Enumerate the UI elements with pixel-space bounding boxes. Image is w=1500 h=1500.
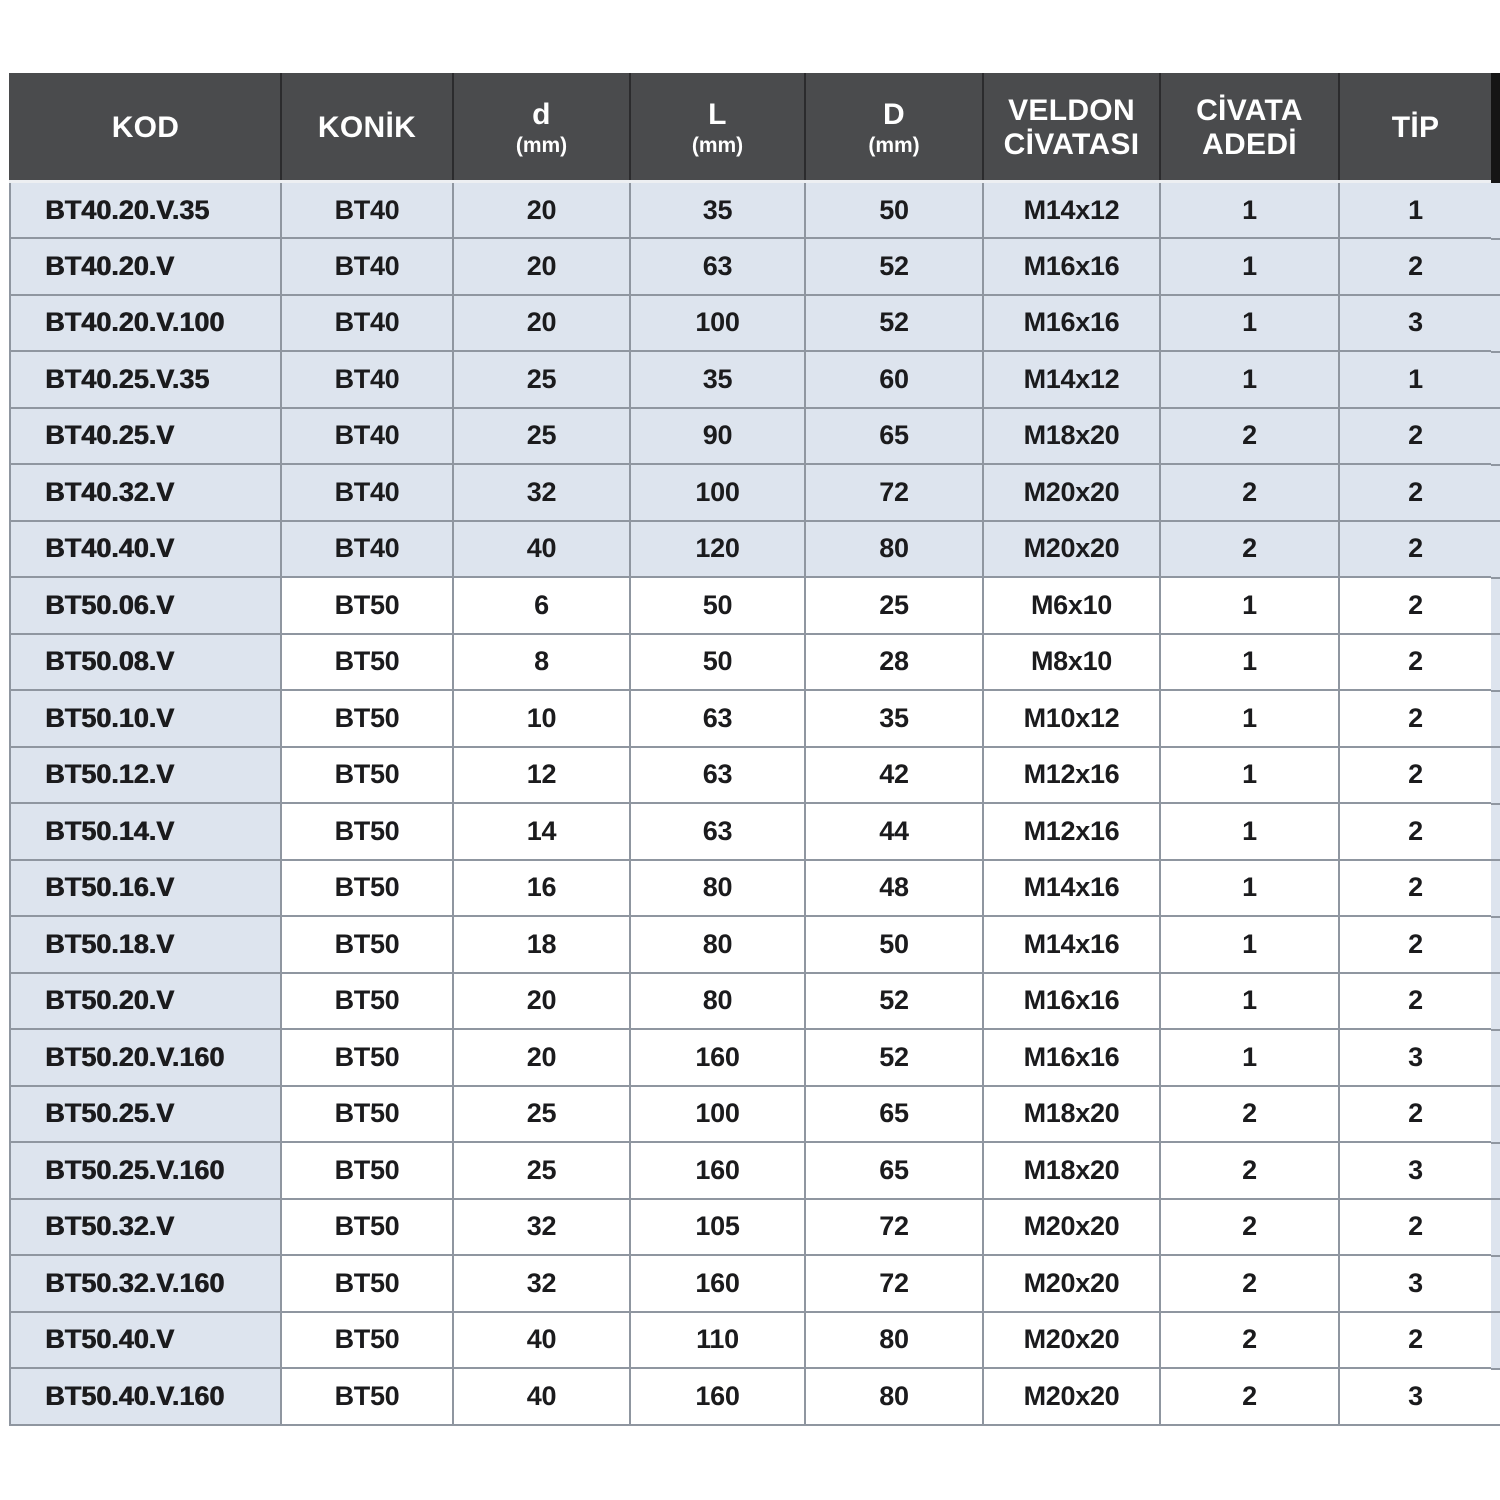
cell-veldon: M16x16 xyxy=(983,973,1160,1030)
cell-tip: 2 xyxy=(1339,521,1492,578)
cell-D: 65 xyxy=(805,1142,983,1199)
cell-tip: 2 xyxy=(1339,1199,1492,1256)
cell-konik: BT50 xyxy=(281,860,453,917)
cell-adet: 1 xyxy=(1160,860,1339,917)
cell-adet: 1 xyxy=(1160,973,1339,1030)
cell-d: 10 xyxy=(453,690,630,747)
cell-L: 120 xyxy=(630,521,805,578)
column-label: D xyxy=(883,97,905,131)
spec-table xyxy=(9,73,1493,1426)
cell-adet: 1 xyxy=(1160,747,1339,804)
cell-d: 40 xyxy=(453,1368,630,1425)
cell-d: 25 xyxy=(453,351,630,408)
cutoff-row xyxy=(1491,240,1500,297)
column-unit: (mm) xyxy=(515,133,568,157)
header-edge-bar xyxy=(1491,73,1500,183)
cell-adet: 2 xyxy=(1160,1086,1339,1143)
cell-L: 160 xyxy=(630,1029,805,1086)
cell-d: 25 xyxy=(453,408,630,465)
cell-adet: 1 xyxy=(1160,690,1339,747)
cell-veldon: M16x16 xyxy=(983,1029,1160,1086)
cell-L: 80 xyxy=(630,916,805,973)
cell-konik: BT50 xyxy=(281,747,453,804)
cutoff-row xyxy=(1491,748,1500,805)
cutoff-row xyxy=(1491,466,1500,523)
cell-veldon: M8x10 xyxy=(983,634,1160,691)
cell-veldon: M20x20 xyxy=(983,1312,1160,1369)
cell-kod: BT40.20.V.100 xyxy=(10,295,281,352)
cutoff-row xyxy=(1491,409,1500,466)
cell-tip: 2 xyxy=(1339,860,1492,917)
table-row xyxy=(10,1086,1492,1143)
cell-L: 110 xyxy=(630,1312,805,1369)
cutoff-row xyxy=(1491,522,1500,579)
cell-d: 25 xyxy=(453,1142,630,1199)
cell-adet: 1 xyxy=(1160,238,1339,295)
cell-kod: BT50.32.V.160 xyxy=(10,1255,281,1312)
table-row xyxy=(10,1255,1492,1312)
cutoff-row xyxy=(1491,692,1500,749)
column-label: VELDON CİVATASI xyxy=(1003,93,1140,161)
cell-L: 80 xyxy=(630,860,805,917)
cell-kod: BT50.18.V xyxy=(10,916,281,973)
cell-konik: BT50 xyxy=(281,577,453,634)
cutoff-row xyxy=(1491,1257,1500,1314)
cell-tip: 3 xyxy=(1339,1368,1492,1425)
cell-veldon: M14x12 xyxy=(983,351,1160,408)
column-label: L xyxy=(708,97,727,131)
cell-adet: 2 xyxy=(1160,1142,1339,1199)
cell-L: 63 xyxy=(630,690,805,747)
cell-tip: 3 xyxy=(1339,1255,1492,1312)
column-header-adet xyxy=(1160,74,1339,182)
cell-veldon: M16x16 xyxy=(983,295,1160,352)
table-row xyxy=(10,1142,1492,1199)
table-row xyxy=(10,690,1492,747)
cell-adet: 1 xyxy=(1160,1029,1339,1086)
cell-konik: BT40 xyxy=(281,182,453,239)
cell-veldon: M14x16 xyxy=(983,916,1160,973)
cell-tip: 3 xyxy=(1339,1029,1492,1086)
cell-veldon: M6x10 xyxy=(983,577,1160,634)
cell-d: 20 xyxy=(453,238,630,295)
cell-kod: BT50.20.V xyxy=(10,973,281,1030)
cell-konik: BT50 xyxy=(281,973,453,1030)
cell-D: 44 xyxy=(805,803,983,860)
cell-veldon: M18x20 xyxy=(983,1142,1160,1199)
table-row xyxy=(10,1368,1492,1425)
cell-L: 50 xyxy=(630,577,805,634)
cell-d: 12 xyxy=(453,747,630,804)
cell-tip: 1 xyxy=(1339,351,1492,408)
column-header-tip xyxy=(1339,74,1492,182)
cutoff-row xyxy=(1491,974,1500,1031)
table-header xyxy=(10,74,1492,182)
cell-tip: 2 xyxy=(1339,577,1492,634)
cell-kod: BT50.25.V xyxy=(10,1086,281,1143)
cell-kod: BT50.14.V xyxy=(10,803,281,860)
cell-d: 20 xyxy=(453,973,630,1030)
cell-d: 32 xyxy=(453,1199,630,1256)
cell-konik: BT50 xyxy=(281,690,453,747)
cell-D: 65 xyxy=(805,1086,983,1143)
cell-L: 105 xyxy=(630,1199,805,1256)
cell-L: 35 xyxy=(630,351,805,408)
cell-konik: BT50 xyxy=(281,803,453,860)
table-row xyxy=(10,464,1492,521)
cell-d: 16 xyxy=(453,860,630,917)
cell-kod: BT50.25.V.160 xyxy=(10,1142,281,1199)
table-row xyxy=(10,1199,1492,1256)
cell-d: 32 xyxy=(453,464,630,521)
cell-tip: 2 xyxy=(1339,1086,1492,1143)
cell-L: 80 xyxy=(630,973,805,1030)
cell-veldon: M20x20 xyxy=(983,464,1160,521)
cell-kod: BT50.08.V xyxy=(10,634,281,691)
cell-kod: BT40.40.V xyxy=(10,521,281,578)
cell-d: 18 xyxy=(453,916,630,973)
column-header-L xyxy=(630,74,805,182)
cell-konik: BT50 xyxy=(281,1199,453,1256)
cell-veldon: M12x16 xyxy=(983,803,1160,860)
cell-konik: BT50 xyxy=(281,1255,453,1312)
cell-D: 80 xyxy=(805,1368,983,1425)
cell-veldon: M12x16 xyxy=(983,747,1160,804)
cell-tip: 2 xyxy=(1339,973,1492,1030)
cell-L: 160 xyxy=(630,1255,805,1312)
cell-konik: BT40 xyxy=(281,408,453,465)
cell-adet: 2 xyxy=(1160,1312,1339,1369)
cell-adet: 2 xyxy=(1160,408,1339,465)
cell-d: 32 xyxy=(453,1255,630,1312)
table-row xyxy=(10,295,1492,352)
cell-adet: 1 xyxy=(1160,577,1339,634)
cell-D: 50 xyxy=(805,916,983,973)
cell-L: 100 xyxy=(630,464,805,521)
cutoff-row xyxy=(1491,805,1500,862)
cell-konik: BT40 xyxy=(281,351,453,408)
cell-konik: BT50 xyxy=(281,1086,453,1143)
table-row xyxy=(10,577,1492,634)
cell-D: 80 xyxy=(805,521,983,578)
cell-D: 52 xyxy=(805,238,983,295)
cell-D: 65 xyxy=(805,408,983,465)
cell-veldon: M20x20 xyxy=(983,1255,1160,1312)
cell-d: 20 xyxy=(453,295,630,352)
cell-adet: 2 xyxy=(1160,1199,1339,1256)
cutoff-row xyxy=(1491,296,1500,353)
table-row xyxy=(10,803,1492,860)
cell-d: 40 xyxy=(453,1312,630,1369)
spec-table-grid xyxy=(9,73,1493,1426)
cell-tip: 2 xyxy=(1339,1312,1492,1369)
cell-kod: BT40.25.V xyxy=(10,408,281,465)
table-row xyxy=(10,521,1492,578)
cell-kod: BT40.25.V.35 xyxy=(10,351,281,408)
cell-konik: BT50 xyxy=(281,1312,453,1369)
cutoff-column xyxy=(1491,183,1500,1426)
cell-veldon: M20x20 xyxy=(983,1199,1160,1256)
header-row xyxy=(10,74,1492,182)
cell-kod: BT50.20.V.160 xyxy=(10,1029,281,1086)
cell-D: 35 xyxy=(805,690,983,747)
cutoff-row xyxy=(1491,1313,1500,1370)
cell-veldon: M18x20 xyxy=(983,408,1160,465)
cell-D: 52 xyxy=(805,973,983,1030)
cell-D: 25 xyxy=(805,577,983,634)
cutoff-row xyxy=(1491,861,1500,918)
cell-D: 80 xyxy=(805,1312,983,1369)
cell-veldon: M16x16 xyxy=(983,238,1160,295)
cell-L: 63 xyxy=(630,238,805,295)
cell-tip: 1 xyxy=(1339,182,1492,239)
cell-L: 100 xyxy=(630,1086,805,1143)
cell-L: 35 xyxy=(630,182,805,239)
cell-L: 160 xyxy=(630,1142,805,1199)
cell-D: 72 xyxy=(805,1255,983,1312)
cutoff-row xyxy=(1491,353,1500,410)
column-label: KONİK xyxy=(317,110,417,144)
column-label: TİP xyxy=(1391,110,1440,144)
cutoff-row xyxy=(1491,1087,1500,1144)
cell-tip: 2 xyxy=(1339,238,1492,295)
cutoff-row xyxy=(1491,918,1500,975)
table-row xyxy=(10,1029,1492,1086)
table-row xyxy=(10,860,1492,917)
cell-adet: 2 xyxy=(1160,1368,1339,1425)
table-row xyxy=(10,634,1492,691)
column-unit: (mm) xyxy=(691,133,744,157)
cell-tip: 2 xyxy=(1339,690,1492,747)
cell-veldon: M14x16 xyxy=(983,860,1160,917)
cell-tip: 2 xyxy=(1339,916,1492,973)
cell-D: 72 xyxy=(805,464,983,521)
cell-adet: 2 xyxy=(1160,521,1339,578)
cell-veldon: M10x12 xyxy=(983,690,1160,747)
cell-veldon: M20x20 xyxy=(983,1368,1160,1425)
cell-tip: 2 xyxy=(1339,408,1492,465)
cell-konik: BT50 xyxy=(281,916,453,973)
cell-konik: BT50 xyxy=(281,1368,453,1425)
cell-adet: 2 xyxy=(1160,464,1339,521)
cell-tip: 2 xyxy=(1339,634,1492,691)
cell-D: 60 xyxy=(805,351,983,408)
cell-kod: BT50.12.V xyxy=(10,747,281,804)
table-row xyxy=(10,747,1492,804)
cell-tip: 2 xyxy=(1339,747,1492,804)
cell-kod: BT40.20.V.35 xyxy=(10,182,281,239)
cell-konik: BT40 xyxy=(281,295,453,352)
column-header-D xyxy=(805,74,983,182)
cell-kod: BT50.16.V xyxy=(10,860,281,917)
cell-veldon: M14x12 xyxy=(983,182,1160,239)
cutoff-row xyxy=(1491,1200,1500,1257)
cell-D: 50 xyxy=(805,182,983,239)
table-row xyxy=(10,1312,1492,1369)
cutoff-row xyxy=(1491,1031,1500,1088)
cell-adet: 1 xyxy=(1160,351,1339,408)
cell-D: 28 xyxy=(805,634,983,691)
cell-konik: BT40 xyxy=(281,521,453,578)
column-label: d xyxy=(532,97,551,131)
cell-d: 20 xyxy=(453,182,630,239)
cell-kod: BT40.20.V xyxy=(10,238,281,295)
table-row xyxy=(10,973,1492,1030)
cell-kod: BT50.40.V.160 xyxy=(10,1368,281,1425)
cell-konik: BT50 xyxy=(281,1029,453,1086)
cell-L: 63 xyxy=(630,803,805,860)
table-row xyxy=(10,916,1492,973)
cell-kod: BT50.40.V xyxy=(10,1312,281,1369)
table-body xyxy=(10,182,1492,1425)
cell-konik: BT50 xyxy=(281,634,453,691)
cell-tip: 3 xyxy=(1339,1142,1492,1199)
cutoff-row xyxy=(1491,635,1500,692)
cell-kod: BT50.06.V xyxy=(10,577,281,634)
cell-D: 48 xyxy=(805,860,983,917)
cell-adet: 2 xyxy=(1160,1255,1339,1312)
cell-konik: BT40 xyxy=(281,464,453,521)
column-unit: (mm) xyxy=(868,133,920,157)
cell-d: 25 xyxy=(453,1086,630,1143)
cutoff-row xyxy=(1491,579,1500,636)
cell-kod: BT50.10.V xyxy=(10,690,281,747)
cell-tip: 2 xyxy=(1339,803,1492,860)
cell-d: 14 xyxy=(453,803,630,860)
column-label: CİVATA ADEDİ xyxy=(1196,93,1303,161)
cell-L: 100 xyxy=(630,295,805,352)
column-label: KOD xyxy=(111,110,180,144)
cell-d: 8 xyxy=(453,634,630,691)
cutoff-row xyxy=(1491,1144,1500,1201)
table-row xyxy=(10,408,1492,465)
column-header-konik xyxy=(281,74,453,182)
cell-d: 40 xyxy=(453,521,630,578)
column-header-kod xyxy=(10,74,281,182)
cell-adet: 1 xyxy=(1160,182,1339,239)
cell-veldon: M20x20 xyxy=(983,521,1160,578)
cell-konik: BT50 xyxy=(281,1142,453,1199)
cell-d: 6 xyxy=(453,577,630,634)
cell-veldon: M18x20 xyxy=(983,1086,1160,1143)
table-row xyxy=(10,238,1492,295)
cell-adet: 1 xyxy=(1160,634,1339,691)
column-header-veldon xyxy=(983,74,1160,182)
cell-kod: BT40.32.V xyxy=(10,464,281,521)
table-row xyxy=(10,182,1492,239)
cell-D: 52 xyxy=(805,1029,983,1086)
cell-tip: 2 xyxy=(1339,464,1492,521)
cutoff-row xyxy=(1491,183,1500,240)
cell-tip: 3 xyxy=(1339,295,1492,352)
cell-L: 160 xyxy=(630,1368,805,1425)
cutoff-row xyxy=(1491,1370,1500,1427)
cell-adet: 1 xyxy=(1160,916,1339,973)
cell-D: 42 xyxy=(805,747,983,804)
table-row xyxy=(10,351,1492,408)
cell-L: 63 xyxy=(630,747,805,804)
cell-D: 52 xyxy=(805,295,983,352)
cell-kod: BT50.32.V xyxy=(10,1199,281,1256)
cell-adet: 1 xyxy=(1160,803,1339,860)
cell-konik: BT40 xyxy=(281,238,453,295)
cell-D: 72 xyxy=(805,1199,983,1256)
column-header-d xyxy=(453,74,630,182)
cell-adet: 1 xyxy=(1160,295,1339,352)
cell-L: 90 xyxy=(630,408,805,465)
cell-d: 20 xyxy=(453,1029,630,1086)
cell-L: 50 xyxy=(630,634,805,691)
